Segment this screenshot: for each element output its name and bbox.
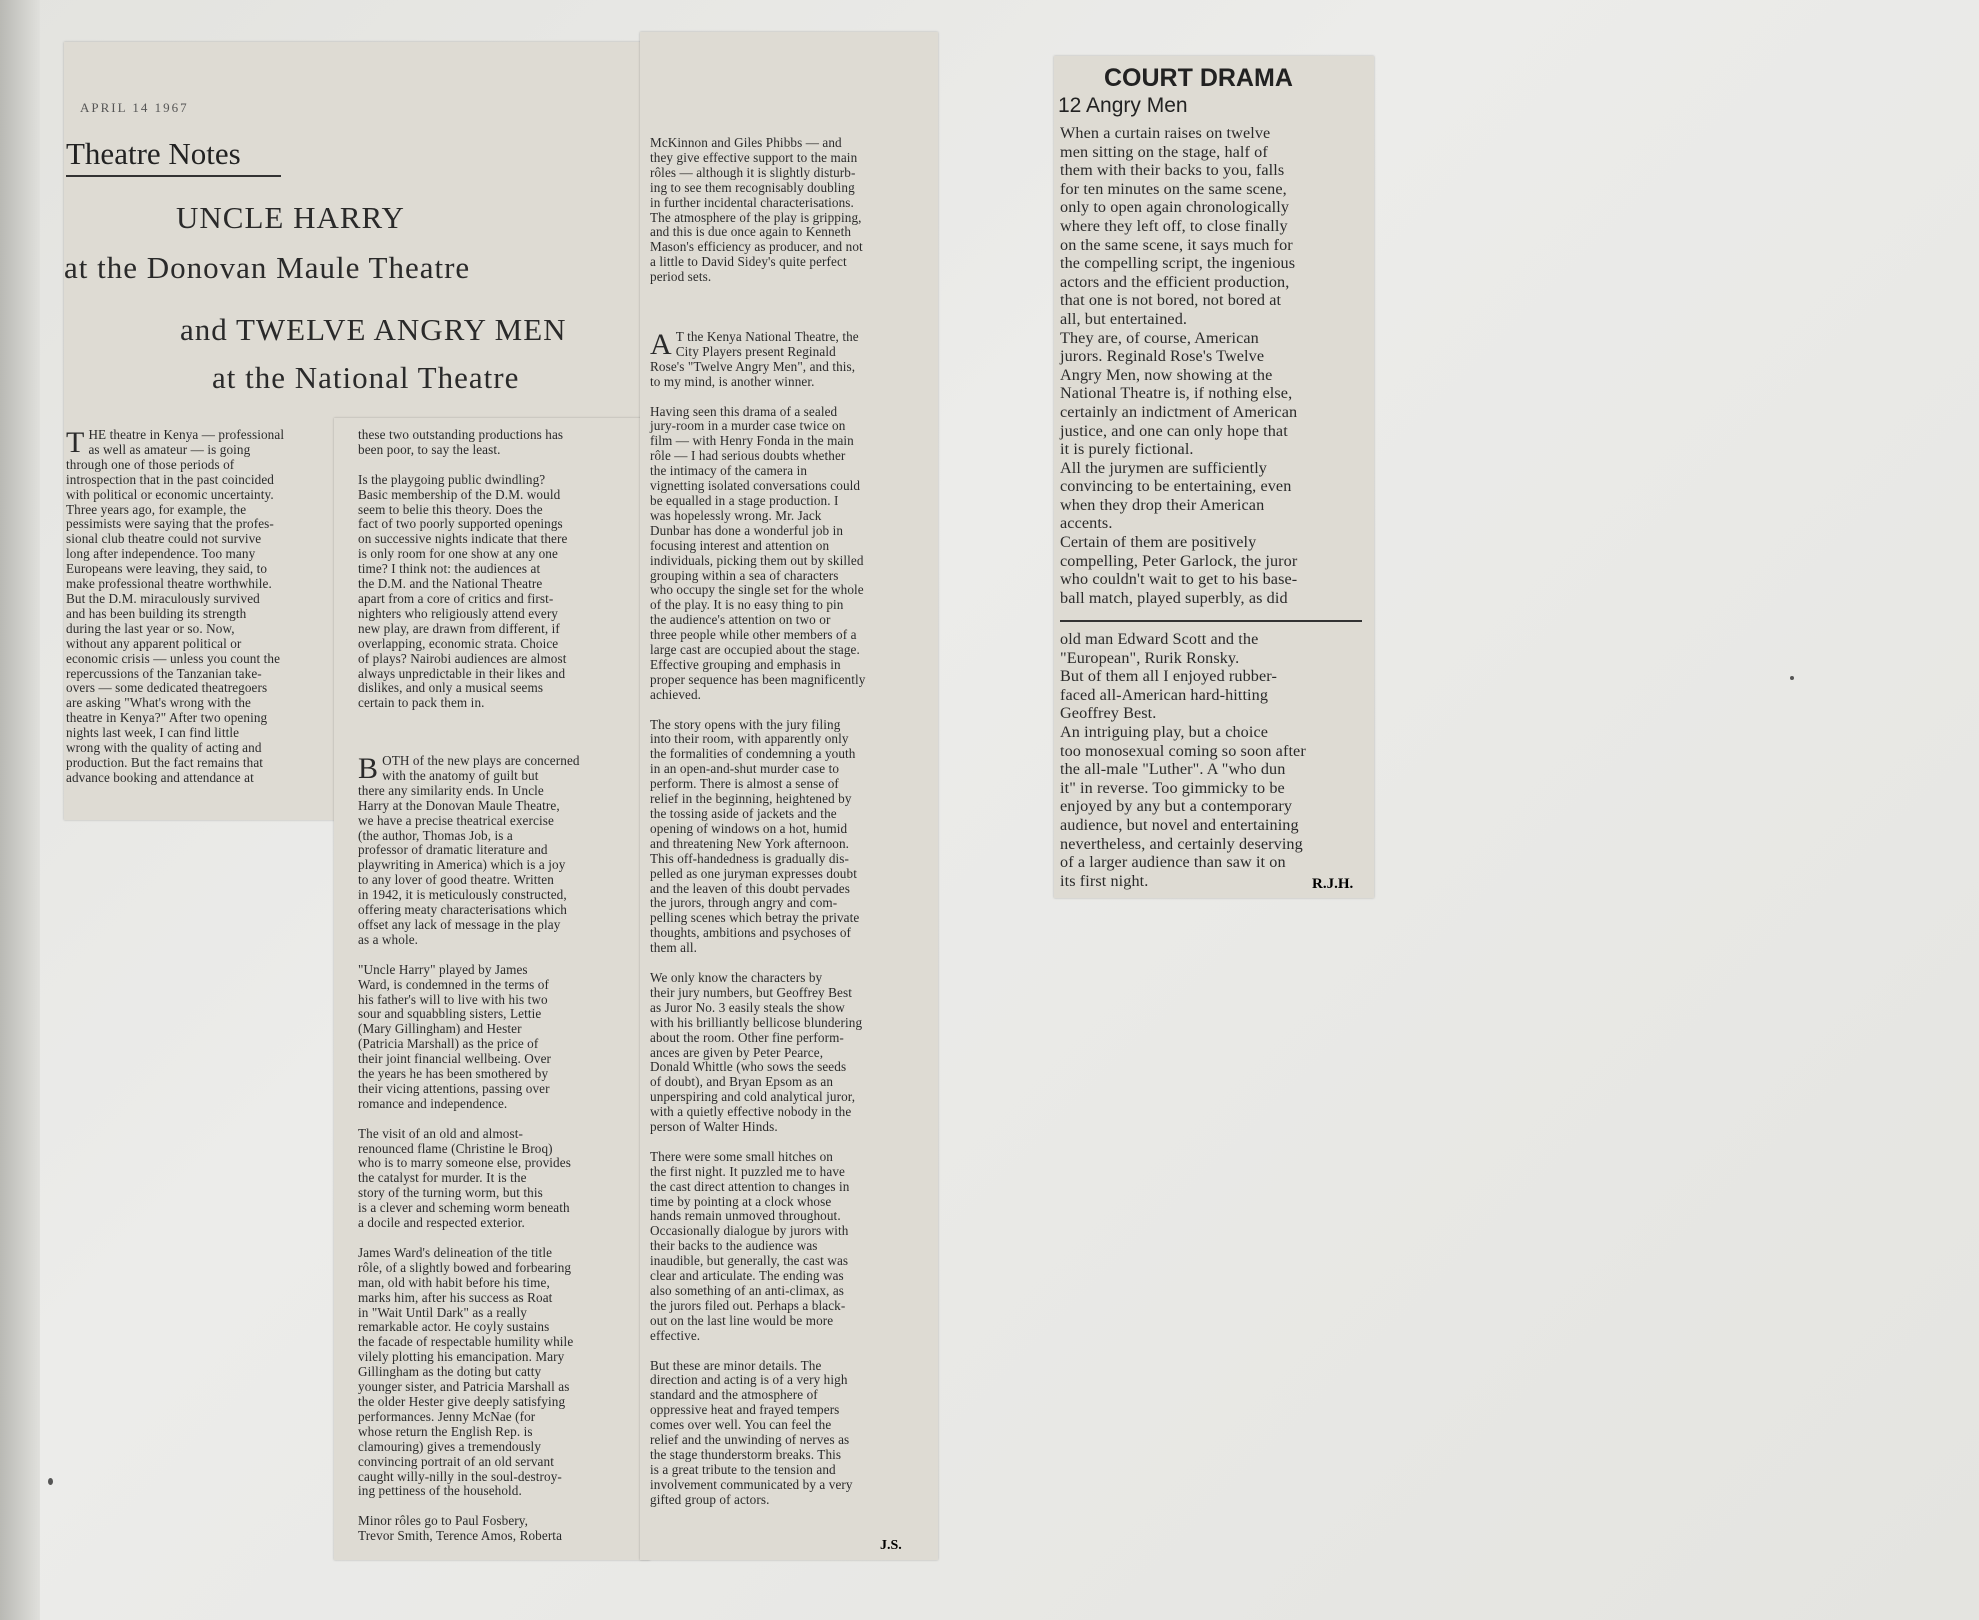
clipping-subtitle: 12 Angry Men [1058,94,1188,117]
court-drama-text-top: When a curtain raises on twelve men sitting on the stage, half of them with their backs to you, falls for ten minutes on the same scene, only to open again chronologically where they left off, to close finally on the same scene, it says much for the compelling script, the ingenious actors and the efficient production, that one is not bored, not bored at all, but entertained. They are, of course, American jurors. Reginald Rose's Twelve Angry Men, now showing at the National Theatre is, if nothing else, certainly an indictment of American justice, and one can only hope that it is purely fictional. All the jurymen are sufficiently convincing to be entertaining, even when they drop their American accents. Certain of them are positively compelling, Peter Garlock, the juror who couldn't wait to get to his base- ball match, played superbly, as did [1060,124,1298,607]
article-column-3-top: McKinnon and Giles Phibbs — and they give effective support to the main rôles — although it is slightly disturb- ing to see them recognisably doubling in further incidental characterisations. The atmosphere of the play is gripping, and this is due once again to Kenneth Mason's efficiency as producer, and not a little to David Sidey's quite perfect period sets. [650,135,863,285]
section-title: Theatre Notes [66,136,241,171]
section-title-underline [66,175,281,177]
column-divider [1060,620,1362,622]
headline-twelve-angry-men: and TWELVE ANGRY MEN [180,312,567,347]
headline-national-theatre: at the National Theatre [212,360,520,395]
page-edge-shadow [0,0,40,1620]
headline-donovan-maule: at the Donovan Maule Theatre [64,250,471,285]
page-speck [48,1478,53,1485]
court-drama-text-bottom: old man Edward Scott and the "European", Rurik Ronsky. But of them all I enjoyed rubber- faced all-American hard-hitting Geoffrey Best. An intriguing play, but a choice too monosexual coming so soon after the all-male "Luther". A "who dun it" in reverse. Too gimmicky to be enjoyed by any but a contemporary audience, but novel and entertaining nevertheless, and certainly deserving of a larger audience than saw it on its first night. [1060,630,1306,890]
page-speck [1790,676,1794,680]
article-column-3-main: AT the Kenya National Theatre, the City Players present Reginald Rose's "Twelve Angry Men", and this, to my mind, is another winner. Having seen this drama of a sealed jury-room in a murder case twice on film — with Henry Fonda in the main rôle — I had serious doubts whether the intimacy of the camera in vignetting isolated conversations could be equalled in a stage production. I was hopelessly wrong. Mr. Jack Dunbar has done a wonderful job in focusing interest and attention on individuals, picking them out by skilled grouping within a sea of characters who occupy the single set for the whole of the play. It is no easy thing to pin the audience's attention on two or three people while other members of a large cast are occupied about the stage. Effective grouping and emphasis in proper sequence has been magnificently achieved. The story opens with the jury filing into their room, with apparently only the formalities of condemning a youth in an open-and-shut murder case to perform. There is almost a sense of relief in the beginning, heightened by the tossing aside of jackets and the opening of windows on a hot, humid and threatening New York afternoon. This off-handedness is gradually dis- pelled as one juryman expresses doubt and the leaven of this doubt pervades the jurors, through angry and com- pelling scenes which betray the private thoughts, ambitions and psychoses of them all. We only know the characters by their jury numbers, but Geoffrey Best as Juror No. 3 easily steals the show with his brilliantly bellicose blundering about the room. Other fine perform- ances are given by Peter Pearce, Donald Whittle (who sows the seeds of doubt), and Bryan Epsom as an unperspiring and cold analytical juror, with a quietly effective nobody in the person of Walter Hinds. There were some small hitches on the first night. It puzzled me to have the cast direct attention to changes in time by pointing at a clock whose hands remain unmoved throughout. Occasionally dialogue by jurors with their backs to the audience was inaudible, but generally, the cast was clear and articulate. The ending was also something of an anti-climax, as the jurors filed out. Perhaps a black- out on the last line would be more effective. But these are minor details. The direction and acting is of a very high standard and the atmosphere of oppressive heat and frayed tempers comes over well. You can feel the relief and the unwinding of nerves as the stage thunderstorm breaks. This is a great tribute to the tension and involvement communicated by a very gifted group of actors. [650,328,866,1507]
article-column-2-main: BOTH of the new plays are concerned with the anatomy of guilt but there any similarity ends. In Uncle Harry at the Donovan Maule Theatre, we have a precise theatrical exercise (the author, Thomas Job, is a professor of dramatic literature and playwriting in America) which is a joy to any lover of good theatre. Written in 1942, it is meticulously constructed, offering meaty characterisations which offset any lack of message in the play as a whole. "Uncle Harry" played by James Ward, is condemned in the terms of his father's will to live with his two sour and squabbling sisters, Lettie (Mary Gillingham) and Hester (Patricia Marshall) as the price of their joint financial wellbeing. Over the years he has been smothered by their vicing attentions, passing over romance and independence. The visit of an old and almost- renounced flame (Christine le Broq) who is to marry someone else, provides the catalyst for murder. It is the story of the turning worm, but this is a clever and scheming worm beneath a docile and respected exterior. James Ward's delineation of the title rôle, of a slightly bowed and forbearing man, old with habit before his time, marks him, after his success as Roat in "Wait Until Dark" as a really remarkable actor. He coyly sustains the facade of respectable humility while vilely plotting his emancipation. Mary Gillingham as the doting but catty younger sister, and Patricia Marshall as the older Hester give deeply satisfying performances. Jenny McNae (for whose return the English Rep. is clamouring) gives a tremendously convincing portrait of an old servant caught willy-nilly in the soul-destroy- ing pettiness of the household. Minor rôles go to Paul Fosbery, Trevor Smith, Terence Amos, Roberta [358,752,580,1544]
clipping-date: APRIL 14 1967 [80,100,189,115]
clipping-title: COURT DRAMA [1104,64,1293,92]
article-column-2-top: these two outstanding productions has been poor, to say the least. Is the playgoing public dwindling? Basic membership of the D.M. would seem to belie this theory. Does the fact of two poorly supported openings on successive nights indicate that there is only room for one show at any one time? I think not: the audiences at the D.M. and the National Theatre apart from a core of critics and first- nighters who religiously attend every new play, are drawn from different, if overlapping, economic strata. Choice of plays? Nairobi audiences are almost always unpredictable in their likes and dislikes, and only a musical seems certain to pack them in. [358,427,568,711]
court-drama-signature: R.J.H. [1312,876,1354,892]
headline-uncle-harry: UNCLE HARRY [176,200,405,235]
article-signature: J.S. [880,1538,902,1553]
article-column-1: THE theatre in Kenya — professional as well as amateur — is going through one of those periods of introspection that in the past coincided with political or economic uncertainty. Three years ago, for example, the pessimists were saying that the profes- sional club theatre could not survive long after independence. Too many Europeans were leaving, they said, to make professional theatre worthwhile. But the D.M. miraculously survived and has been building its strength during the last year or so. Now, without any apparent political or economic crisis — unless you count the repercussions of the Tanzanian take- overs — some dedicated theatregoers are asking "What's wrong with the theatre in Kenya?" After two opening nights last week, I can find little wrong with the quality of acting and production. But the fact remains that advance booking and attendance at [66,426,285,785]
